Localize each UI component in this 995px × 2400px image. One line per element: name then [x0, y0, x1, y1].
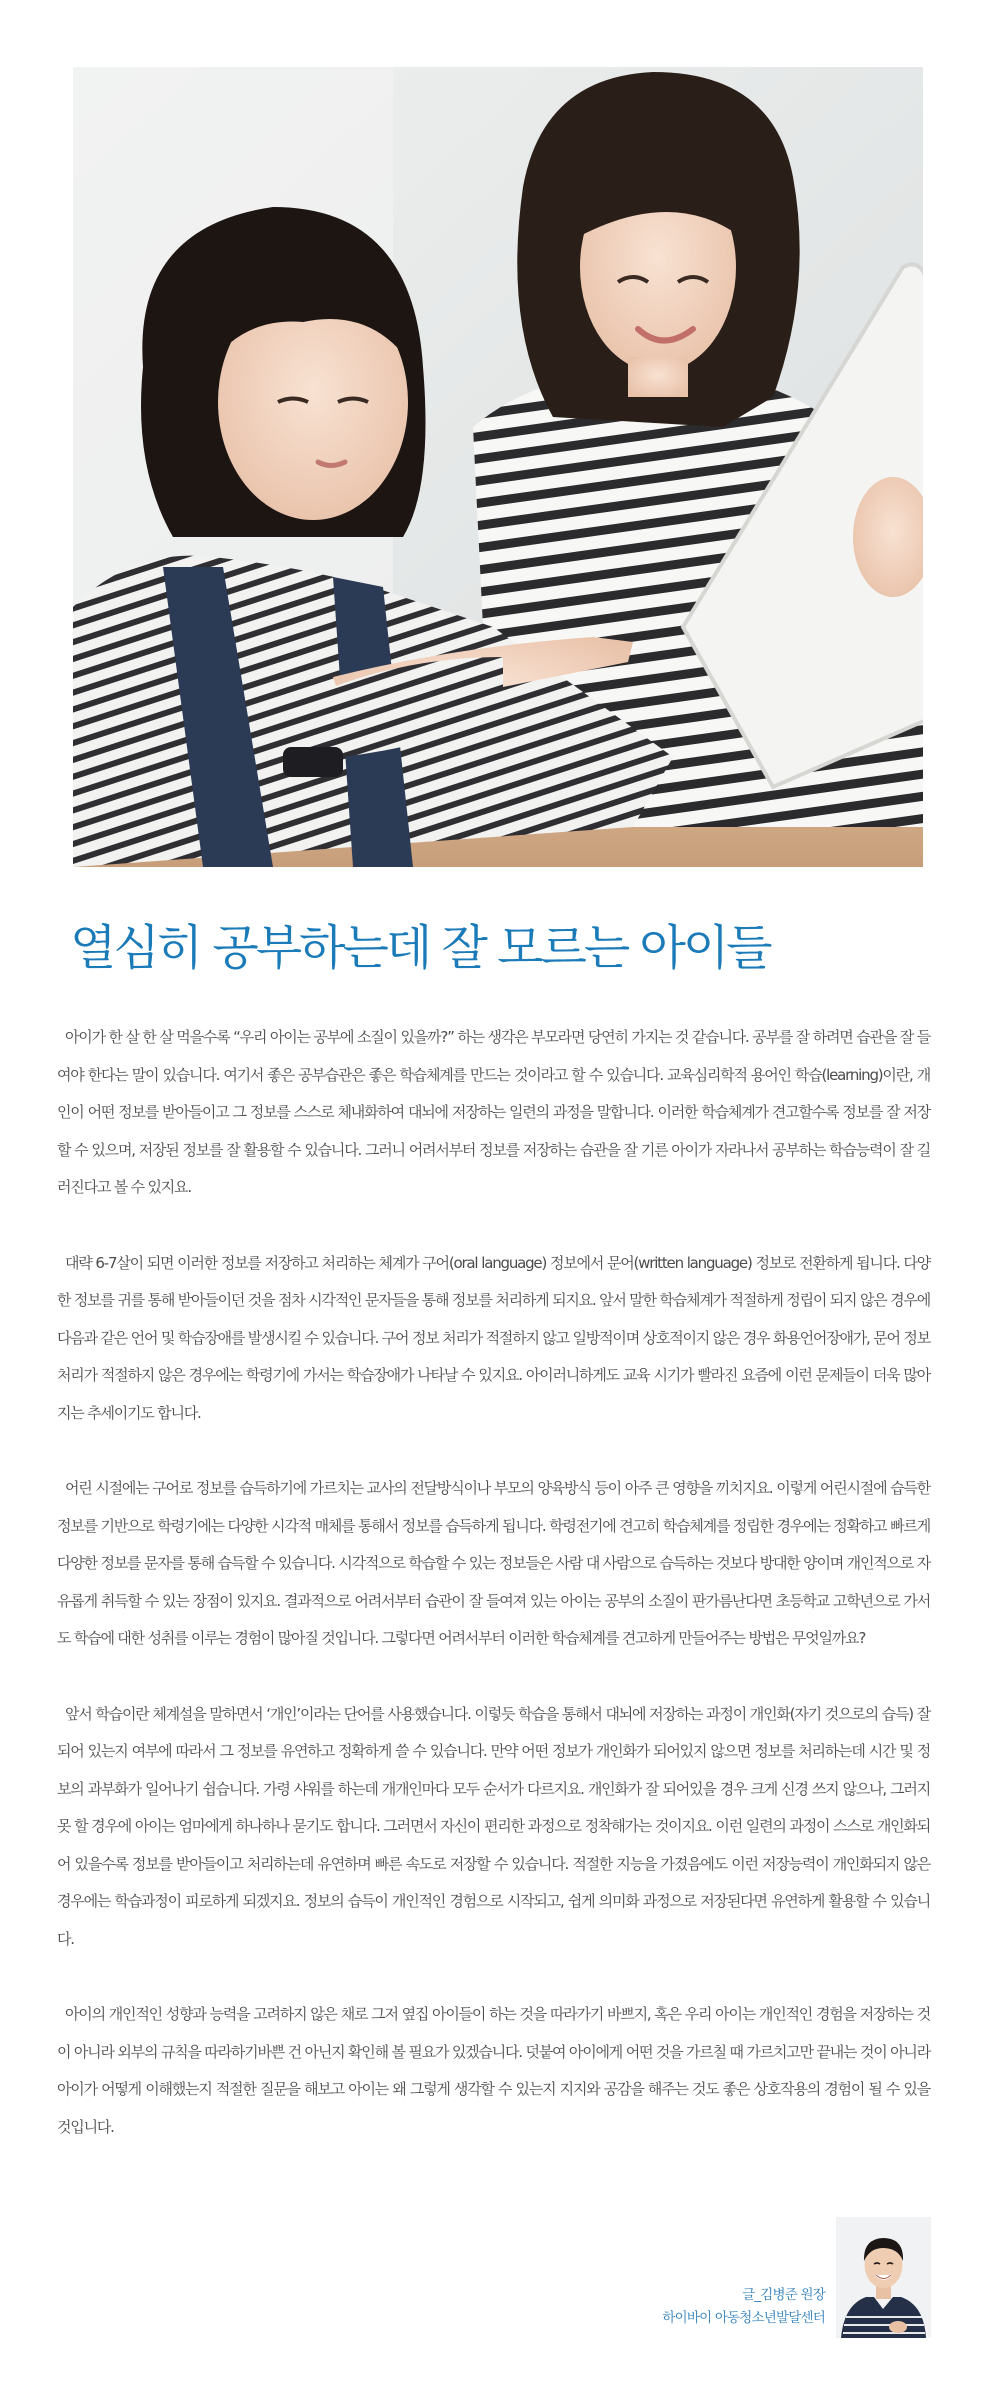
- article-paragraph: 대략 6-7살이 되면 이러한 정보를 저장하고 처리하는 체계가 구어(oral language) 정보에서 문어(written language) 정보로 전환하게 됩니다. 다양한 정보를 귀를 통해 받아들이던 것을 점차 시각적인 문자들을 통해 정보를 처리하게 되지요. 앞서 말한 학습체계가 적절하게 정립이 되지 않은 경우에 다음과 같은 언어 및 학습장애를 발생시킬 수 있습니다. 구어 정보 처리가 적절하지 않고 일방적이며 상호적이지 않은 경우 화용언어장애가, 문어 정보 처리가 적절하지 않은 경우에는 학령기에 가서는 학습장애가 나타날 수 있지요. 아이러니하게도 교육 시기가 빨라진 요즘에 이런 문제들이 더욱 많아지는 추세이기도 합니다.: [57, 1253, 930, 1422]
- article-paragraph: 어린 시절에는 구어로 정보를 습득하기에 가르치는 교사의 전달방식이나 부모의 양육방식 등이 아주 큰 영향을 끼치지요. 이렇게 어린시절에 습득한 정보를 기반으로 학령기에는 다양한 시각적 매체를 통해서 정보를 습득하게 됩니다. 학령전기에 견고히 학습체계를 정립한 경우에는 정확하고 빠르게 다양한 정보를 문자를 통해 습득할 수 있습니다. 시각적으로 학습할 수 있는 정보들은 사람 대 사람으로 습득하는 것보다 방대한 양이며 개인적으로 자유롭게 취득할 수 있는 장점이 있지요. 결과적으로 어려서부터 습관이 잘 들여져 있는 아이는 공부의 소질이 판가름난다면 초등학교 고학년으로 가서도 학습에 대한 성취를 이루는 경험이 많아질 것입니다. 그렇다면 어려서부터 이러한 학습체계를 견고하게 만들어주는 방법은 무엇일까요?: [57, 1479, 930, 1647]
- article-paragraph: 아이의 개인적인 성향과 능력을 고려하지 않은 채로 그저 옆집 아이들이 하는 것을 따라가기 바쁘지, 혹은 우리 아이는 개인적인 경험을 저장하는 것이 아니라 외부의 규칙을 따라하기바쁜 건 아닌지 확인해 볼 필요가 있겠습니다. 덧붙여 아이에게 어떤 것을 가르칠 때 가르치고만 끝내는 것이 아니라 아이가 어떻게 이해했는지 적절한 질문을 해보고 아이는 왜 그렇게 생각할 수 있는지 지지와 공감을 해주는 것도 좋은 상호작용의 경험이 될 수 있을 것입니다.: [57, 2005, 930, 2136]
- author-photo: [836, 2217, 931, 2338]
- author-organization: 하이바이 아동청소년발달센터: [662, 2310, 825, 2326]
- article-headline: 열심히 공부하는데 잘 모르는 아이들: [70, 920, 770, 976]
- author-portrait-icon: [836, 2217, 931, 2338]
- author-byline: [662, 2284, 825, 2330]
- article-paragraph: 아이가 한 살 한 살 먹을수록 “우리 아이는 공부에 소질이 있을까?” 하는 생각은 부모라면 당연히 가지는 것 같습니다. 공부를 잘 하려면 습관을 잘 들여야 한다는 말이 있습니다. 여기서 좋은 공부습관은 좋은 학습체계를 만드는 것이라고 할 수 있습니다. 교육심리학적 용어인 학습(learning)이란, 개인이 어떤 정보를 받아들이고 그 정보를 스스로 체내화하여 대뇌에 저장하는 일련의 과정을 말합니다. 이러한 학습체계가 견고할수록 정보를 잘 저장할 수 있으며, 저장된 정보를 잘 활용할 수 있습니다. 그러니 어려서부터 정보를 저장하는 습관을 잘 기른 아이가 자라나서 공부하는 학습능력이 잘 길러진다고 볼 수 있지요.: [57, 1028, 930, 1196]
- article-paragraph: 앞서 학습이란 체계설을 말하면서 ‘개인’이라는 단어를 사용했습니다. 이렇듯 학습을 통해서 대뇌에 저장하는 과정이 개인화(자기 것으로의 습득) 잘 되어 있는지 여부에 따라서 그 정보를 유연하고 정확하게 쓸 수 있습니다. 만약 어떤 정보가 개인화가 되어있지 않으면 정보를 처리하는데 시간 및 정보의 과부화가 일어나기 쉽습니다. 가령 샤워를 하는데 개개인마다 모두 순서가 다르지요. 개인화가 잘 되어있을 경우 크게 신경 쓰지 않으나, 그러지 못 할 경우에 아이는 엄마에게 하나하나 묻기도 합니다. 그러면서 자신이 편리한 과정으로 정착해가는 것이지요. 이런 일련의 과정이 스스로 개인화되어 있을수록 정보를 받아들이고 처리하는데 유연하며 빠른 속도로 저장할 수 있습니다. 적절한 지능을 가졌음에도 이런 저장능력이 개인화되지 않은 경우에는 학습과정이 피로하게 되겠지요. 정보의 습득이 개인적인 경험으로 시작되고, 쉽게 의미화 과정으로 저장된다면 유연하게 활용할 수 있습니다.: [57, 1704, 930, 1948]
- author-name: 글_김병준 원장: [742, 2287, 825, 2303]
- article-body: [57, 1019, 930, 2184]
- hero-photo: [73, 67, 923, 867]
- hero-illustration: [73, 67, 923, 867]
